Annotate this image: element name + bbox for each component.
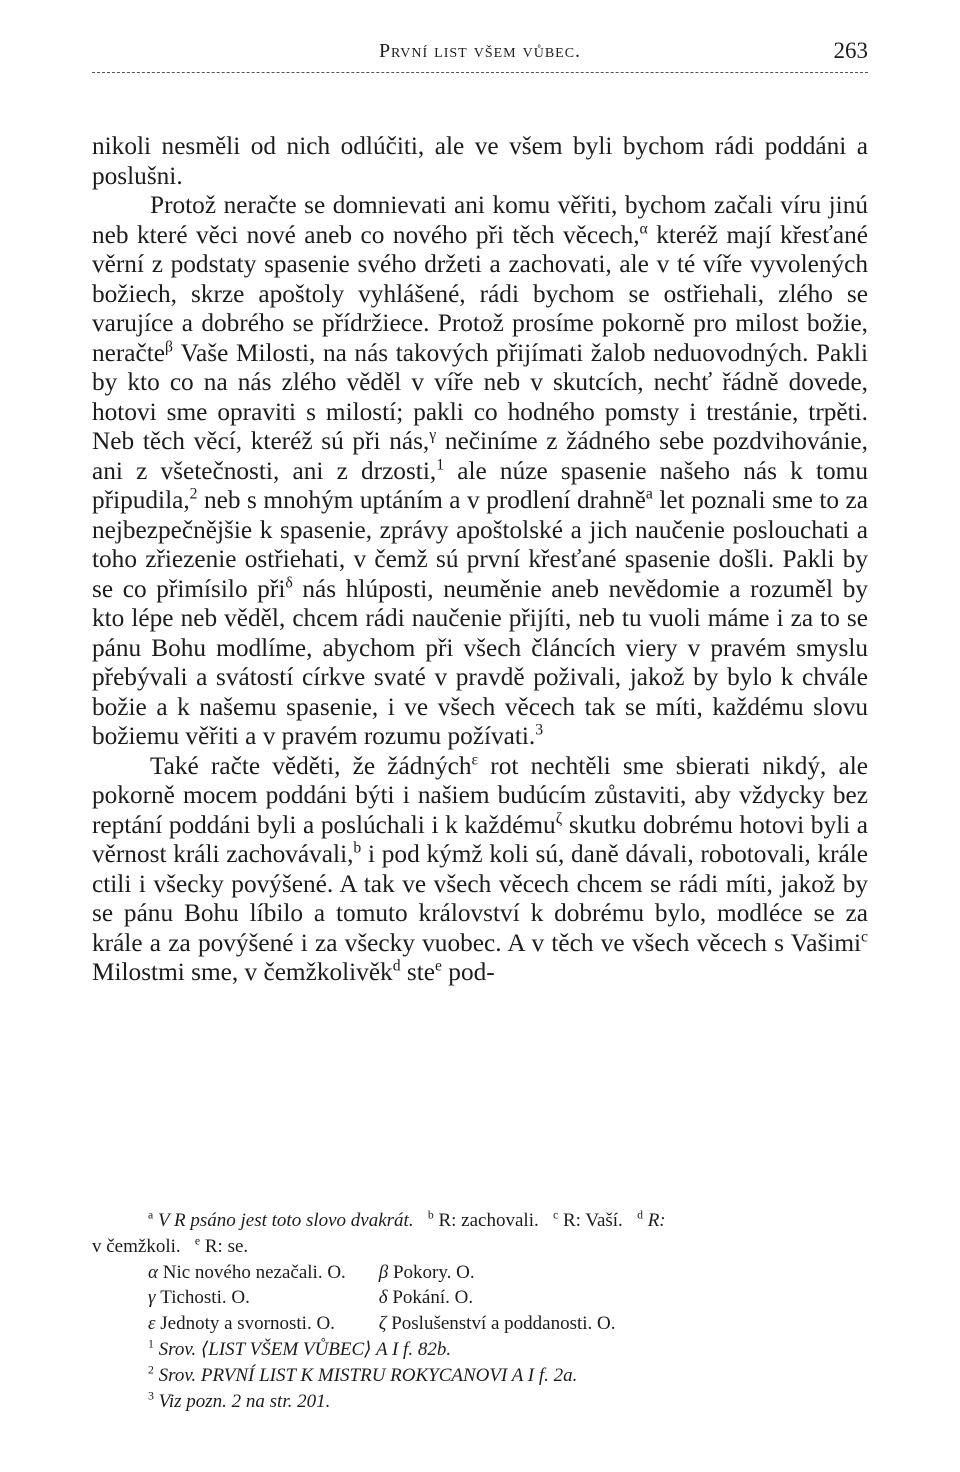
footnote-text: R: <box>647 1210 666 1231</box>
footnote-reference: e <box>435 957 442 975</box>
footnote-e <box>195 1234 248 1260</box>
footnote-text: Srov. PRVNÍ LIST K MISTRU ROKYCANOVI A I f. 2a. <box>158 1364 578 1386</box>
text-segment: kteréž mají křesťané věrní z podstaty spasenie svého držeti a zachovati, ale v té víře vyvolených božiech, skrze apoštoly vyhlášené, rádi bychom se ostřiehali, zlého se varujíce a dobrého se přídržiece. Protož prosíme pokorně pro milost božie, neračte <box>92 220 868 367</box>
footnote-mark: e <box>194 1234 201 1248</box>
footnote-reference: ζ <box>555 810 563 828</box>
footnote-line <box>92 1311 868 1337</box>
footnote-line <box>92 1208 868 1234</box>
footnote-2 <box>148 1363 577 1389</box>
footnote-reference: α <box>639 220 648 238</box>
footnote-delta <box>379 1285 473 1311</box>
footnote-mark: 3 <box>148 1389 154 1403</box>
footnote-alpha <box>148 1260 374 1286</box>
footnote-line <box>92 1260 868 1286</box>
footnote-mark: 1 <box>148 1337 154 1351</box>
page-header <box>92 38 868 73</box>
footnote-text: Srov. ⟨LIST VŠEM VŮBEC⟩ A I f. 82b. <box>158 1338 452 1360</box>
footnote-text: V R psáno jest toto slovo dvakrát. <box>157 1210 414 1231</box>
footnote-beta <box>379 1260 475 1286</box>
footnote-line <box>92 1337 868 1363</box>
paragraph <box>92 132 868 191</box>
footnote-d <box>637 1208 666 1234</box>
footnote-line <box>92 1389 868 1415</box>
footnote-zeta <box>379 1311 616 1337</box>
footnote-reference: 3 <box>535 721 544 739</box>
footnote-text: Pokory. O. <box>392 1261 475 1283</box>
text-segment: Milostmi sme, v čemžkolivěk <box>92 958 393 986</box>
page-number: 263 <box>833 38 868 63</box>
footnote-reference: γ <box>429 426 437 444</box>
footnote-mark: ε <box>148 1313 156 1335</box>
footnote-line <box>92 1363 868 1389</box>
footnote-text: Nic nového nezačali. O. <box>162 1261 346 1283</box>
footnote-b <box>428 1208 539 1234</box>
footnote-text: Pokání. O. <box>392 1287 474 1309</box>
footnote-mark: a <box>148 1208 154 1222</box>
footnote-line <box>92 1234 868 1260</box>
footnote-3 <box>148 1389 330 1415</box>
text-segment: ale núze spasenie našeho nás k tomu připudila, <box>92 456 868 514</box>
text-segment: nečiníme z žádného sebe pozdvihovánie, ani z všetečnosti, ani z drzosti, <box>92 427 868 485</box>
paragraph <box>92 752 868 988</box>
footnote-mark: b <box>427 1208 434 1222</box>
footnote-reference: 1 <box>436 456 445 474</box>
text-segment: pod- <box>441 958 495 986</box>
running-title: První list všem vůbec. <box>378 40 582 62</box>
text-segment: Protož neračte se domnievati ani komu věřiti, bychom začali víru jinú neb které věci nové aneb co nového při těch věcech, <box>92 191 868 249</box>
footnote-mark: δ <box>378 1287 388 1309</box>
body-text <box>92 132 868 988</box>
footnote-reference: b <box>353 839 362 857</box>
footnote-gamma <box>148 1285 374 1311</box>
footnote-text: Tichosti. O. <box>160 1287 250 1309</box>
footnote-mark: c <box>552 1208 559 1222</box>
footnotes <box>92 1208 868 1414</box>
paragraph <box>92 191 868 752</box>
footnote-c <box>553 1208 623 1234</box>
footnote-reference: c <box>861 928 868 946</box>
text-segment: Také račte věděti, že žádných <box>150 751 472 780</box>
footnote-line <box>92 1285 868 1311</box>
footnote-text: Viz pozn. 2 na str. 201. <box>158 1390 331 1412</box>
text-segment: nás hlúposti, neuměnie aneb nevědomie a rozuměl by kto lépe neb věděl, chcem rádi naučenie přijíti, neb tu vuoli máme i za to se pánu Bohu modlíme, abychom při všech článcích viery v pravém smyslu přebývali a svátostí církve svaté v pravdě poživali, jakož by bylo k chvále božie a k našemu spasenie, i ve všech věcech tak se míti, každému slovu božiemu věřiti a v pravém rozumu požívati. <box>92 574 868 750</box>
footnote-text: Jednoty a svornosti. O. <box>160 1313 335 1335</box>
text-segment: i pod kýmž koli sú, daně dávali, robotovali, krále ctili i všecky povýšené. A tak ve všech věcech chcem se rádi míti, jakož by se pánu Bohu líbilo a tomuto království k dobrému bylo, modléce se za krále a za povýšené i za všecky vuobec. A v těch ve všech věcech s Vašimi <box>92 840 868 957</box>
footnote-mark: γ <box>148 1287 156 1309</box>
text-segment: Vaše Milosti, na nás takových přijímati žalob neduovodných. Pakli by kto co na nás zlého věděl v víře neb v skutcích, nechť řádně dovede, hotovi sme opraviti s milostí; pakli co hodného pomsty i trestánie, trpěti. Neb těch věcí, kteréž sú při nás, <box>92 338 868 455</box>
footnote-a <box>148 1208 414 1234</box>
text-segment: let poznali sme to za nejbezpečnějšie k spasenie, zprávy apoštolské a jich naučenie poslouchati a toho zřiezenie ostřiehati, v čemž sú první křesťané spasenie došli. Pakli by se co přimísilo při <box>92 486 869 603</box>
footnote-reference: 2 <box>189 485 198 503</box>
footnote-text: R: zachovali. <box>438 1210 539 1231</box>
text-segment: skutku dobrému hotovi byli a věrnost králi zachovávali, <box>92 810 869 868</box>
footnote-epsilon <box>148 1311 374 1337</box>
footnote-reference: β <box>165 338 173 356</box>
footnote-reference: δ <box>285 574 293 592</box>
text-segment: rot nechtěli sme sbierati nikdý, ale pokorně mocem poddáni býti i našiem budúcím zůstaviti, aby vždycky bez reptání poddáni byli a poslúchali i k každému <box>92 751 868 839</box>
text-segment: neb s mnohým uptáním a v prodlení drahně <box>197 486 646 514</box>
footnote-1 <box>148 1337 451 1363</box>
footnote-text: R: Vaší. <box>562 1210 623 1231</box>
footnote-mark: β <box>378 1261 389 1283</box>
footnote-mark: d <box>637 1208 643 1222</box>
footnote-mark: 2 <box>148 1363 154 1377</box>
footnote-text: Poslušenství a poddanosti. O. <box>391 1313 616 1335</box>
footnote-d-continuation: v čemžkoli. <box>92 1235 181 1257</box>
footnote-reference: d <box>392 957 401 975</box>
footnote-reference: ε <box>471 751 479 769</box>
footnote-mark: α <box>148 1261 158 1283</box>
footnote-reference: a <box>645 485 653 503</box>
footnote-mark: ζ <box>378 1313 387 1335</box>
text-segment: ste <box>400 958 435 986</box>
footnote-text: R: se. <box>204 1235 249 1257</box>
text-segment: nikoli nesměli od nich odlúčiti, ale ve všem byli bychom rádi poddáni a poslušni. <box>92 132 868 190</box>
